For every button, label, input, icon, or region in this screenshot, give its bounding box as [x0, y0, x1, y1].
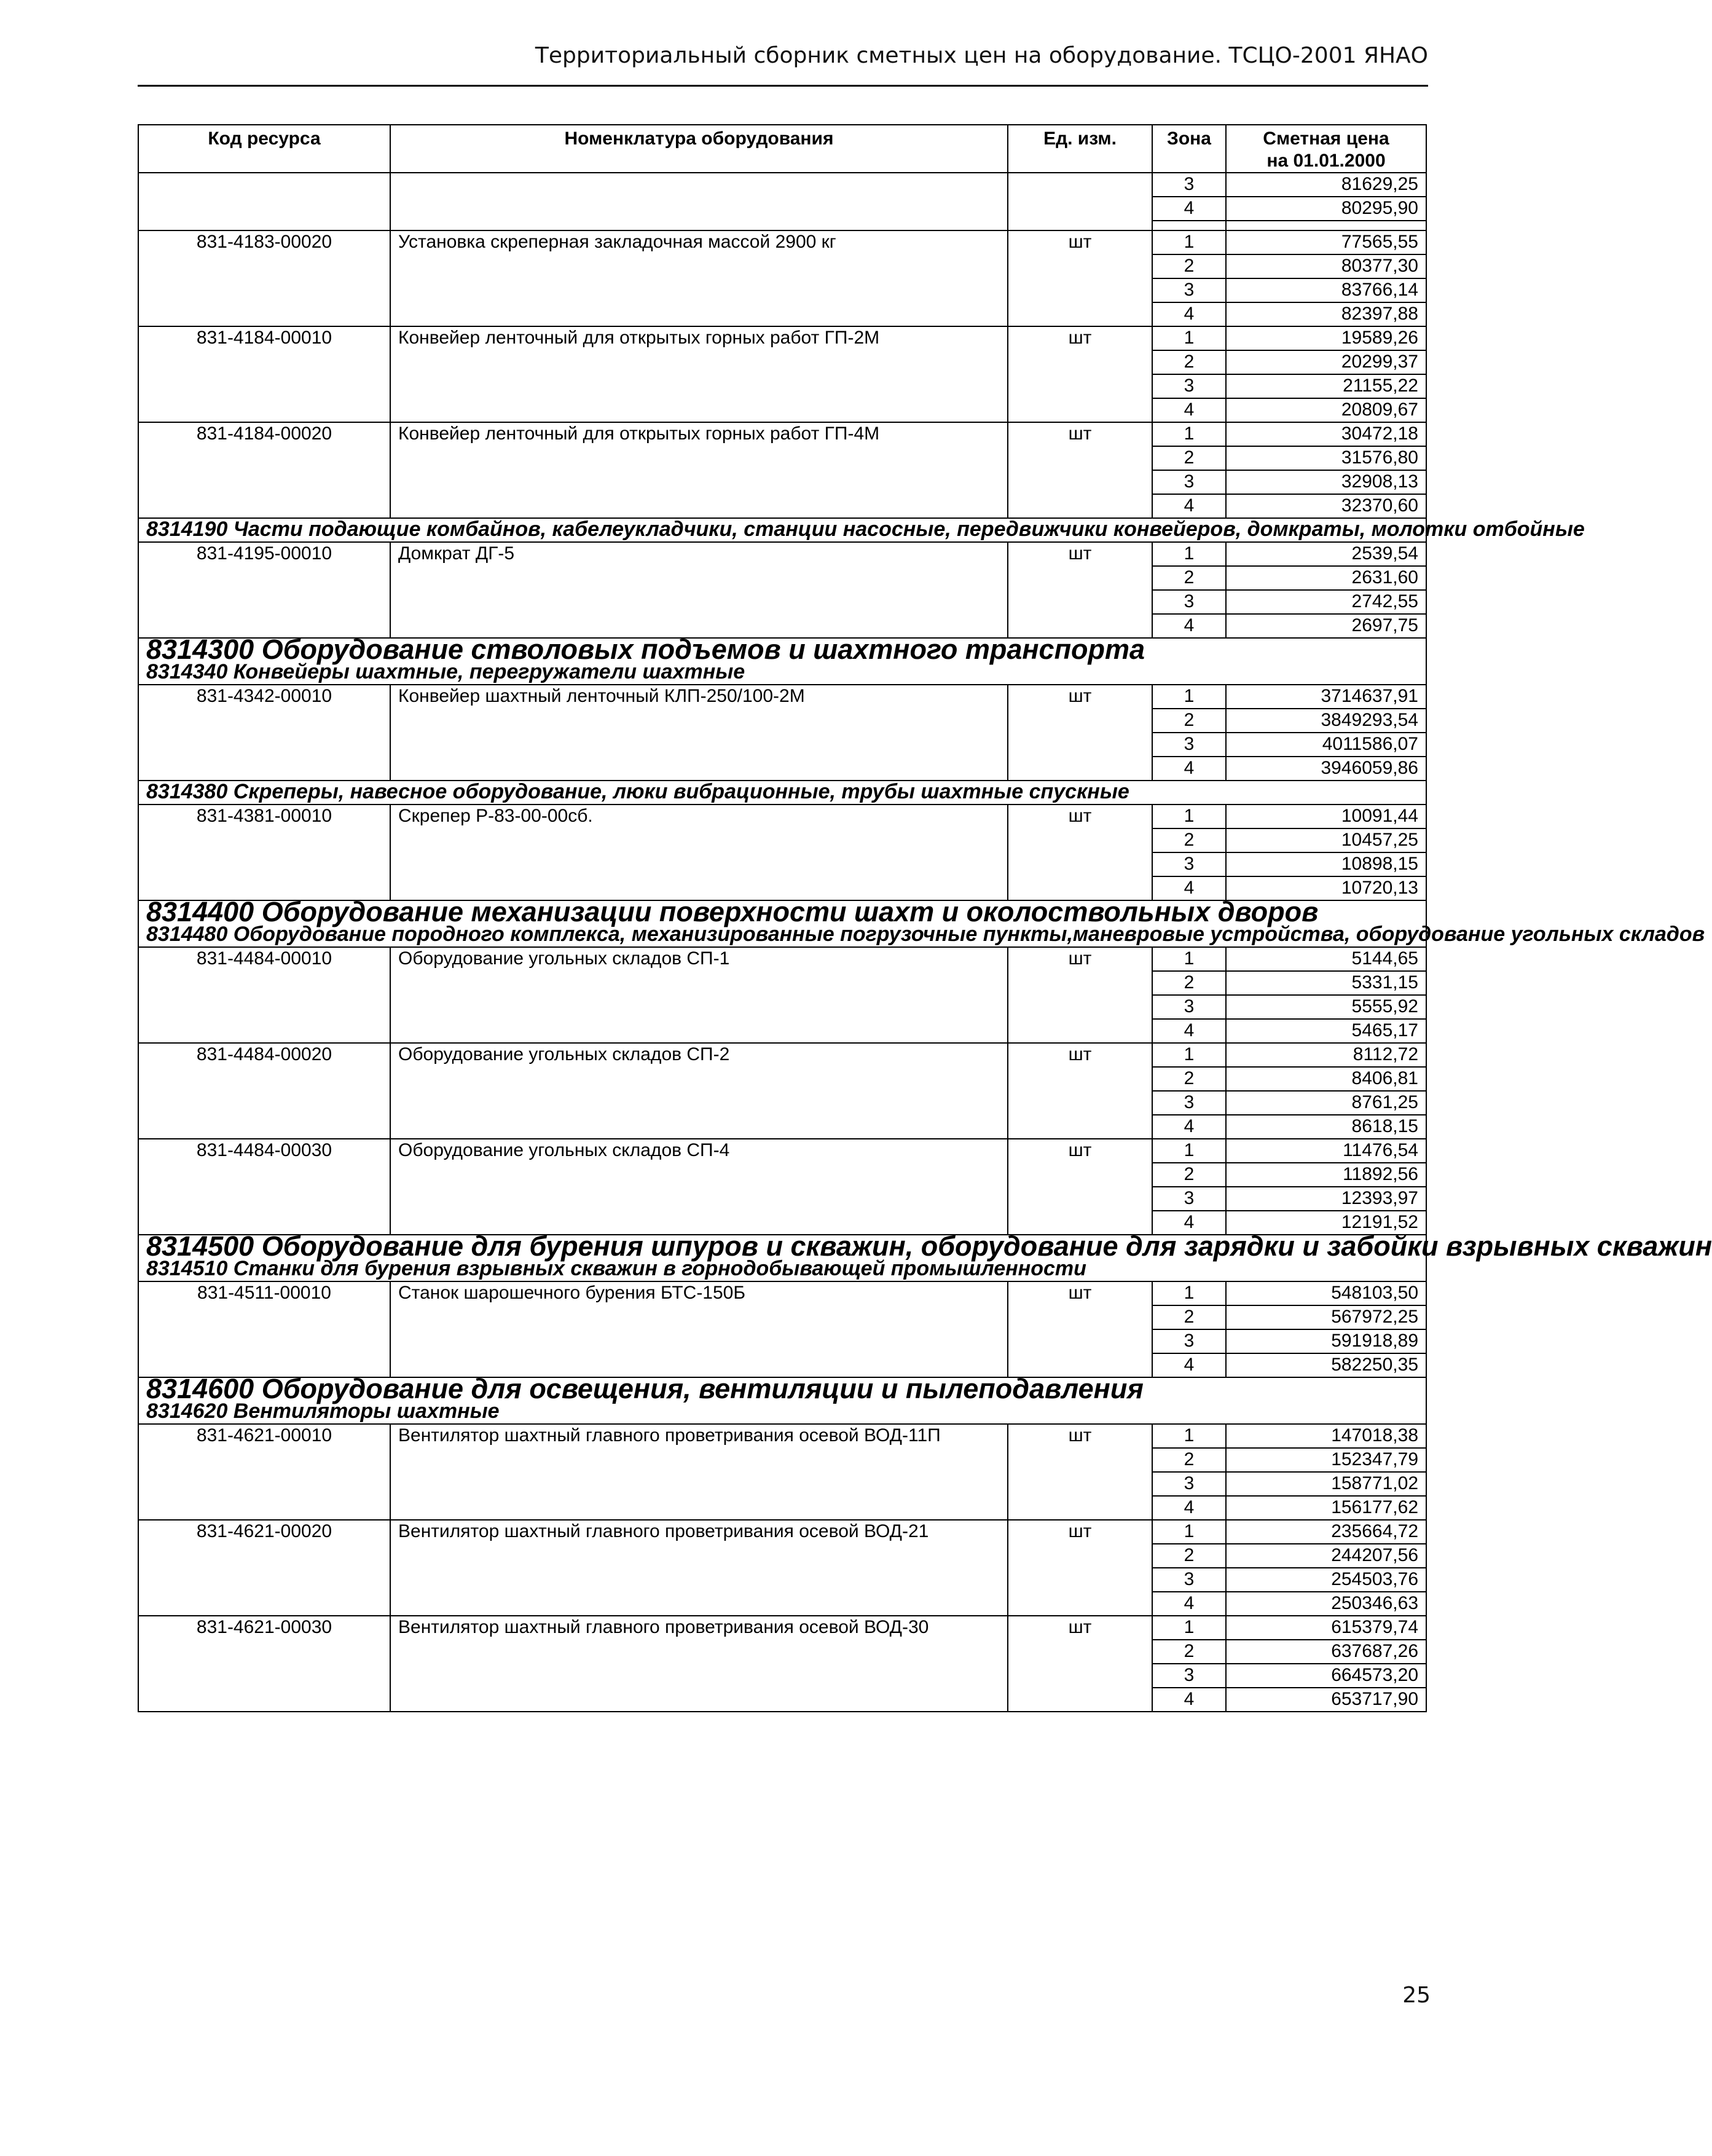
resource-code: 831-4484-00020 [138, 1043, 390, 1139]
spacer-cell [1152, 221, 1226, 230]
price-cell: 235664,72 [1226, 1520, 1426, 1544]
unit-cell: шт [1008, 542, 1152, 638]
unit-cell: шт [1008, 422, 1152, 518]
price-cell: 2631,60 [1226, 566, 1426, 590]
resource-code: 831-4621-00030 [138, 1616, 390, 1712]
zone-cell: 2 [1152, 1163, 1226, 1187]
subsection-title: 8314190 Части подающие комбайнов, кабелеукладчики, станции насосные, передвижчики конвейеров, домкраты, молотки отбойные [138, 518, 1426, 542]
unit-cell: шт [1008, 685, 1152, 781]
zone-cell: 2 [1152, 1544, 1226, 1568]
table-row [138, 326, 1426, 350]
unit-cell: шт [1008, 805, 1152, 900]
table-body [138, 173, 1712, 1712]
table-row [138, 1616, 1426, 1640]
zone-cell: 3 [1152, 733, 1226, 757]
spacer-cell [1226, 221, 1426, 230]
price-cell: 156177,62 [1226, 1496, 1426, 1520]
zone-cell: 1 [1152, 1281, 1226, 1305]
zone-cell: 3 [1152, 374, 1226, 398]
price-cell: 5465,17 [1226, 1019, 1426, 1043]
price-cell: 664573,20 [1226, 1664, 1426, 1688]
zone-cell: 4 [1152, 1688, 1226, 1712]
continuation-code-cell [138, 173, 390, 230]
section-title: 8314400 Оборудование механизации поверхности шахт и околоствольных дворов [138, 900, 1426, 924]
price-cell: 250346,63 [1226, 1592, 1426, 1616]
equipment-name: Оборудование угольных складов СП-1 [390, 947, 1008, 1043]
price-cell: 4011586,07 [1226, 733, 1426, 757]
price-cell: 12393,97 [1226, 1187, 1426, 1211]
price-cell: 8406,81 [1226, 1067, 1426, 1091]
column-header-price-line1: Сметная цена [1263, 128, 1389, 149]
equipment-name: Конвейер шахтный ленточный КЛП-250/100-2М [390, 685, 1008, 781]
resource-code: 831-4195-00010 [138, 542, 390, 638]
table-row [138, 422, 1426, 446]
zone-cell: 3 [1152, 1664, 1226, 1688]
price-cell: 2539,54 [1226, 542, 1426, 566]
price-cell: 32370,60 [1226, 494, 1426, 518]
price-cell: 10720,13 [1226, 876, 1426, 900]
zone-cell: 3 [1152, 995, 1226, 1019]
zone-cell: 2 [1152, 971, 1226, 995]
zone-cell: 2 [1152, 1640, 1226, 1664]
price-cell: 147018,38 [1226, 1424, 1426, 1448]
equipment-name: Домкрат ДГ-5 [390, 542, 1008, 638]
zone-cell: 1 [1152, 805, 1226, 828]
table-row [138, 542, 1426, 566]
zone-cell: 1 [1152, 1139, 1226, 1163]
zone-cell: 4 [1152, 1353, 1226, 1377]
resource-code: 831-4621-00020 [138, 1520, 390, 1616]
price-cell: 3849293,54 [1226, 709, 1426, 733]
price-cell: 158771,02 [1226, 1472, 1426, 1496]
price-cell: 8112,72 [1226, 1043, 1426, 1067]
zone-cell: 1 [1152, 1043, 1226, 1067]
unit-cell: шт [1008, 326, 1152, 422]
price-cell: 80295,90 [1226, 197, 1426, 221]
price-cell: 653717,90 [1226, 1688, 1426, 1712]
zone-cell: 3 [1152, 278, 1226, 302]
unit-cell: шт [1008, 1520, 1152, 1616]
price-cell: 32908,13 [1226, 470, 1426, 494]
zone-cell: 1 [1152, 947, 1226, 971]
price-cell: 11476,54 [1226, 1139, 1426, 1163]
subsection-title: 8314620 Вентиляторы шахтные [138, 1401, 1426, 1424]
zone-cell: 3 [1152, 590, 1226, 614]
column-header-price [1226, 125, 1426, 173]
zone-cell: 4 [1152, 1496, 1226, 1520]
subsection-title: 8314340 Конвейеры шахтные, перегружатели шахтные [138, 661, 1426, 685]
subsection-title: 8314380 Скреперы, навесное оборудование, люки вибрационные, трубы шахтные спускные [138, 781, 1426, 805]
price-cell: 567972,25 [1226, 1305, 1426, 1329]
equipment-name: Скрепер Р-83-00-00сб. [390, 805, 1008, 900]
equipment-name: Вентилятор шахтный главного проветривания осевой ВОД-30 [390, 1616, 1008, 1712]
price-cell: 83766,14 [1226, 278, 1426, 302]
price-cell: 19589,26 [1226, 326, 1426, 350]
zone-cell: 4 [1152, 398, 1226, 422]
price-cell: 30472,18 [1226, 422, 1426, 446]
table-row [138, 230, 1426, 254]
zone-cell: 1 [1152, 422, 1226, 446]
price-cell: 82397,88 [1226, 302, 1426, 326]
price-cell: 31576,80 [1226, 446, 1426, 470]
table-row [138, 805, 1426, 828]
resource-code: 831-4484-00030 [138, 1139, 390, 1235]
zone-cell: 1 [1152, 1424, 1226, 1448]
zone-cell: 3 [1152, 1472, 1226, 1496]
zone-cell: 3 [1152, 1568, 1226, 1592]
table-header-row [138, 125, 1426, 173]
zone-cell: 2 [1152, 1067, 1226, 1091]
equipment-name: Установка скреперная закладочная массой 2900 кг [390, 230, 1008, 326]
table-row [138, 173, 1426, 197]
column-header-unit: Ед. изм. [1008, 125, 1152, 173]
price-cell: 2697,75 [1226, 614, 1426, 638]
price-cell: 3714637,91 [1226, 685, 1426, 709]
unit-cell: шт [1008, 947, 1152, 1043]
zone-cell: 2 [1152, 566, 1226, 590]
column-header-code: Код ресурса [138, 125, 390, 173]
price-cell: 10091,44 [1226, 805, 1426, 828]
equipment-name: Оборудование угольных складов СП-4 [390, 1139, 1008, 1235]
unit-cell: шт [1008, 1281, 1152, 1377]
zone-cell: 2 [1152, 254, 1226, 278]
price-table [138, 124, 1712, 1712]
zone-cell: 2 [1152, 1448, 1226, 1472]
price-cell: 591918,89 [1226, 1329, 1426, 1353]
price-cell: 11892,56 [1226, 1163, 1426, 1187]
zone-cell: 3 [1152, 173, 1226, 197]
zone-cell: 4 [1152, 197, 1226, 221]
zone-cell: 1 [1152, 542, 1226, 566]
resource-code: 831-4511-00010 [138, 1281, 390, 1377]
zone-cell: 1 [1152, 326, 1226, 350]
zone-cell: 3 [1152, 1091, 1226, 1115]
equipment-name: Вентилятор шахтный главного проветривания осевой ВОД-21 [390, 1520, 1008, 1616]
price-cell: 152347,79 [1226, 1448, 1426, 1472]
table-row [138, 1424, 1426, 1448]
resource-code: 831-4381-00010 [138, 805, 390, 900]
page-number: 25 [1402, 1983, 1431, 2008]
price-cell: 10457,25 [1226, 828, 1426, 852]
price-cell: 244207,56 [1226, 1544, 1426, 1568]
price-cell: 8761,25 [1226, 1091, 1426, 1115]
column-header-zone: Зона [1152, 125, 1226, 173]
price-cell: 2742,55 [1226, 590, 1426, 614]
zone-cell: 4 [1152, 757, 1226, 781]
section-row [138, 1235, 1426, 1258]
resource-code: 831-4342-00010 [138, 685, 390, 781]
section-row [138, 900, 1426, 924]
price-cell: 20809,67 [1226, 398, 1426, 422]
zone-cell: 3 [1152, 1187, 1226, 1211]
price-cell: 20299,37 [1226, 350, 1426, 374]
price-cell: 254503,76 [1226, 1568, 1426, 1592]
section-title: 8314600 Оборудование для освещения, вентиляции и пылеподавления [138, 1377, 1426, 1401]
equipment-name: Станок шарошечного бурения БТС-150Б [390, 1281, 1008, 1377]
zone-cell: 2 [1152, 828, 1226, 852]
price-cell: 80377,30 [1226, 254, 1426, 278]
unit-cell: шт [1008, 1043, 1152, 1139]
section-row [138, 1377, 1426, 1401]
price-cell: 3946059,86 [1226, 757, 1426, 781]
subsection-title: 8314510 Станки для бурения взрывных скважин в горнодобывающей промышленности [138, 1258, 1426, 1281]
zone-cell: 4 [1152, 1115, 1226, 1139]
page-header-title: Территориальный сборник сметных цен на оборудование. ТСЦО-2001 ЯНАО [535, 43, 1428, 68]
unit-cell: шт [1008, 230, 1152, 326]
table-row [138, 1520, 1426, 1544]
zone-cell: 4 [1152, 1592, 1226, 1616]
zone-cell: 4 [1152, 876, 1226, 900]
zone-cell: 3 [1152, 852, 1226, 876]
resource-code: 831-4184-00010 [138, 326, 390, 422]
unit-cell: шт [1008, 1616, 1152, 1712]
zone-cell: 3 [1152, 1329, 1226, 1353]
zone-cell: 2 [1152, 709, 1226, 733]
zone-cell: 4 [1152, 302, 1226, 326]
table-row [138, 685, 1426, 709]
resource-code: 831-4621-00010 [138, 1424, 390, 1520]
section-title: 8314500 Оборудование для бурения шпуров и скважин, оборудование для зарядки и забойки взрывных скважин [138, 1235, 1426, 1258]
zone-cell: 4 [1152, 614, 1226, 638]
price-cell: 77565,55 [1226, 230, 1426, 254]
price-cell: 10898,15 [1226, 852, 1426, 876]
zone-cell: 2 [1152, 1305, 1226, 1329]
section-row [138, 638, 1426, 661]
column-header-name: Номенклатура оборудования [390, 125, 1008, 173]
resource-code: 831-4183-00020 [138, 230, 390, 326]
equipment-name: Конвейер ленточный для открытых горных работ ГП-4М [390, 422, 1008, 518]
subsection-row [138, 781, 1426, 805]
table-row [138, 1043, 1426, 1067]
equipment-name: Конвейер ленточный для открытых горных работ ГП-2М [390, 326, 1008, 422]
continuation-name-cell [390, 173, 1008, 230]
table-row [138, 1139, 1426, 1163]
column-header-price-line2: на 01.01.2000 [1266, 151, 1386, 171]
price-cell: 615379,74 [1226, 1616, 1426, 1640]
price-cell: 5555,92 [1226, 995, 1426, 1019]
unit-cell: шт [1008, 1424, 1152, 1520]
price-cell: 81629,25 [1226, 173, 1426, 197]
zone-cell: 4 [1152, 1211, 1226, 1235]
price-cell: 548103,50 [1226, 1281, 1426, 1305]
section-title: 8314300 Оборудование стволовых подъемов и шахтного транспорта [138, 638, 1426, 661]
continuation-unit-cell [1008, 173, 1152, 230]
price-cell: 21155,22 [1226, 374, 1426, 398]
zone-cell: 1 [1152, 1520, 1226, 1544]
zone-cell: 4 [1152, 494, 1226, 518]
subsection-row [138, 518, 1426, 542]
resource-code: 831-4484-00010 [138, 947, 390, 1043]
header-rule [138, 85, 1428, 87]
zone-cell: 3 [1152, 470, 1226, 494]
subsection-title: 8314480 Оборудование породного комплекса, механизированные погрузочные пункты,маневровые устройства, оборудование угольных складов [138, 924, 1426, 947]
price-cell: 8618,15 [1226, 1115, 1426, 1139]
price-cell: 5331,15 [1226, 971, 1426, 995]
zone-cell: 2 [1152, 350, 1226, 374]
price-cell: 582250,35 [1226, 1353, 1426, 1377]
price-cell: 12191,52 [1226, 1211, 1426, 1235]
resource-code: 831-4184-00020 [138, 422, 390, 518]
subsection-row [138, 924, 1426, 947]
table-row [138, 1281, 1426, 1305]
unit-cell: шт [1008, 1139, 1152, 1235]
zone-cell: 1 [1152, 1616, 1226, 1640]
equipment-name: Вентилятор шахтный главного проветривания осевой ВОД-11П [390, 1424, 1008, 1520]
price-cell: 5144,65 [1226, 947, 1426, 971]
equipment-name: Оборудование угольных складов СП-2 [390, 1043, 1008, 1139]
table-row [138, 947, 1426, 971]
zone-cell: 2 [1152, 446, 1226, 470]
zone-cell: 4 [1152, 1019, 1226, 1043]
zone-cell: 1 [1152, 685, 1226, 709]
price-cell: 637687,26 [1226, 1640, 1426, 1664]
zone-cell: 1 [1152, 230, 1226, 254]
